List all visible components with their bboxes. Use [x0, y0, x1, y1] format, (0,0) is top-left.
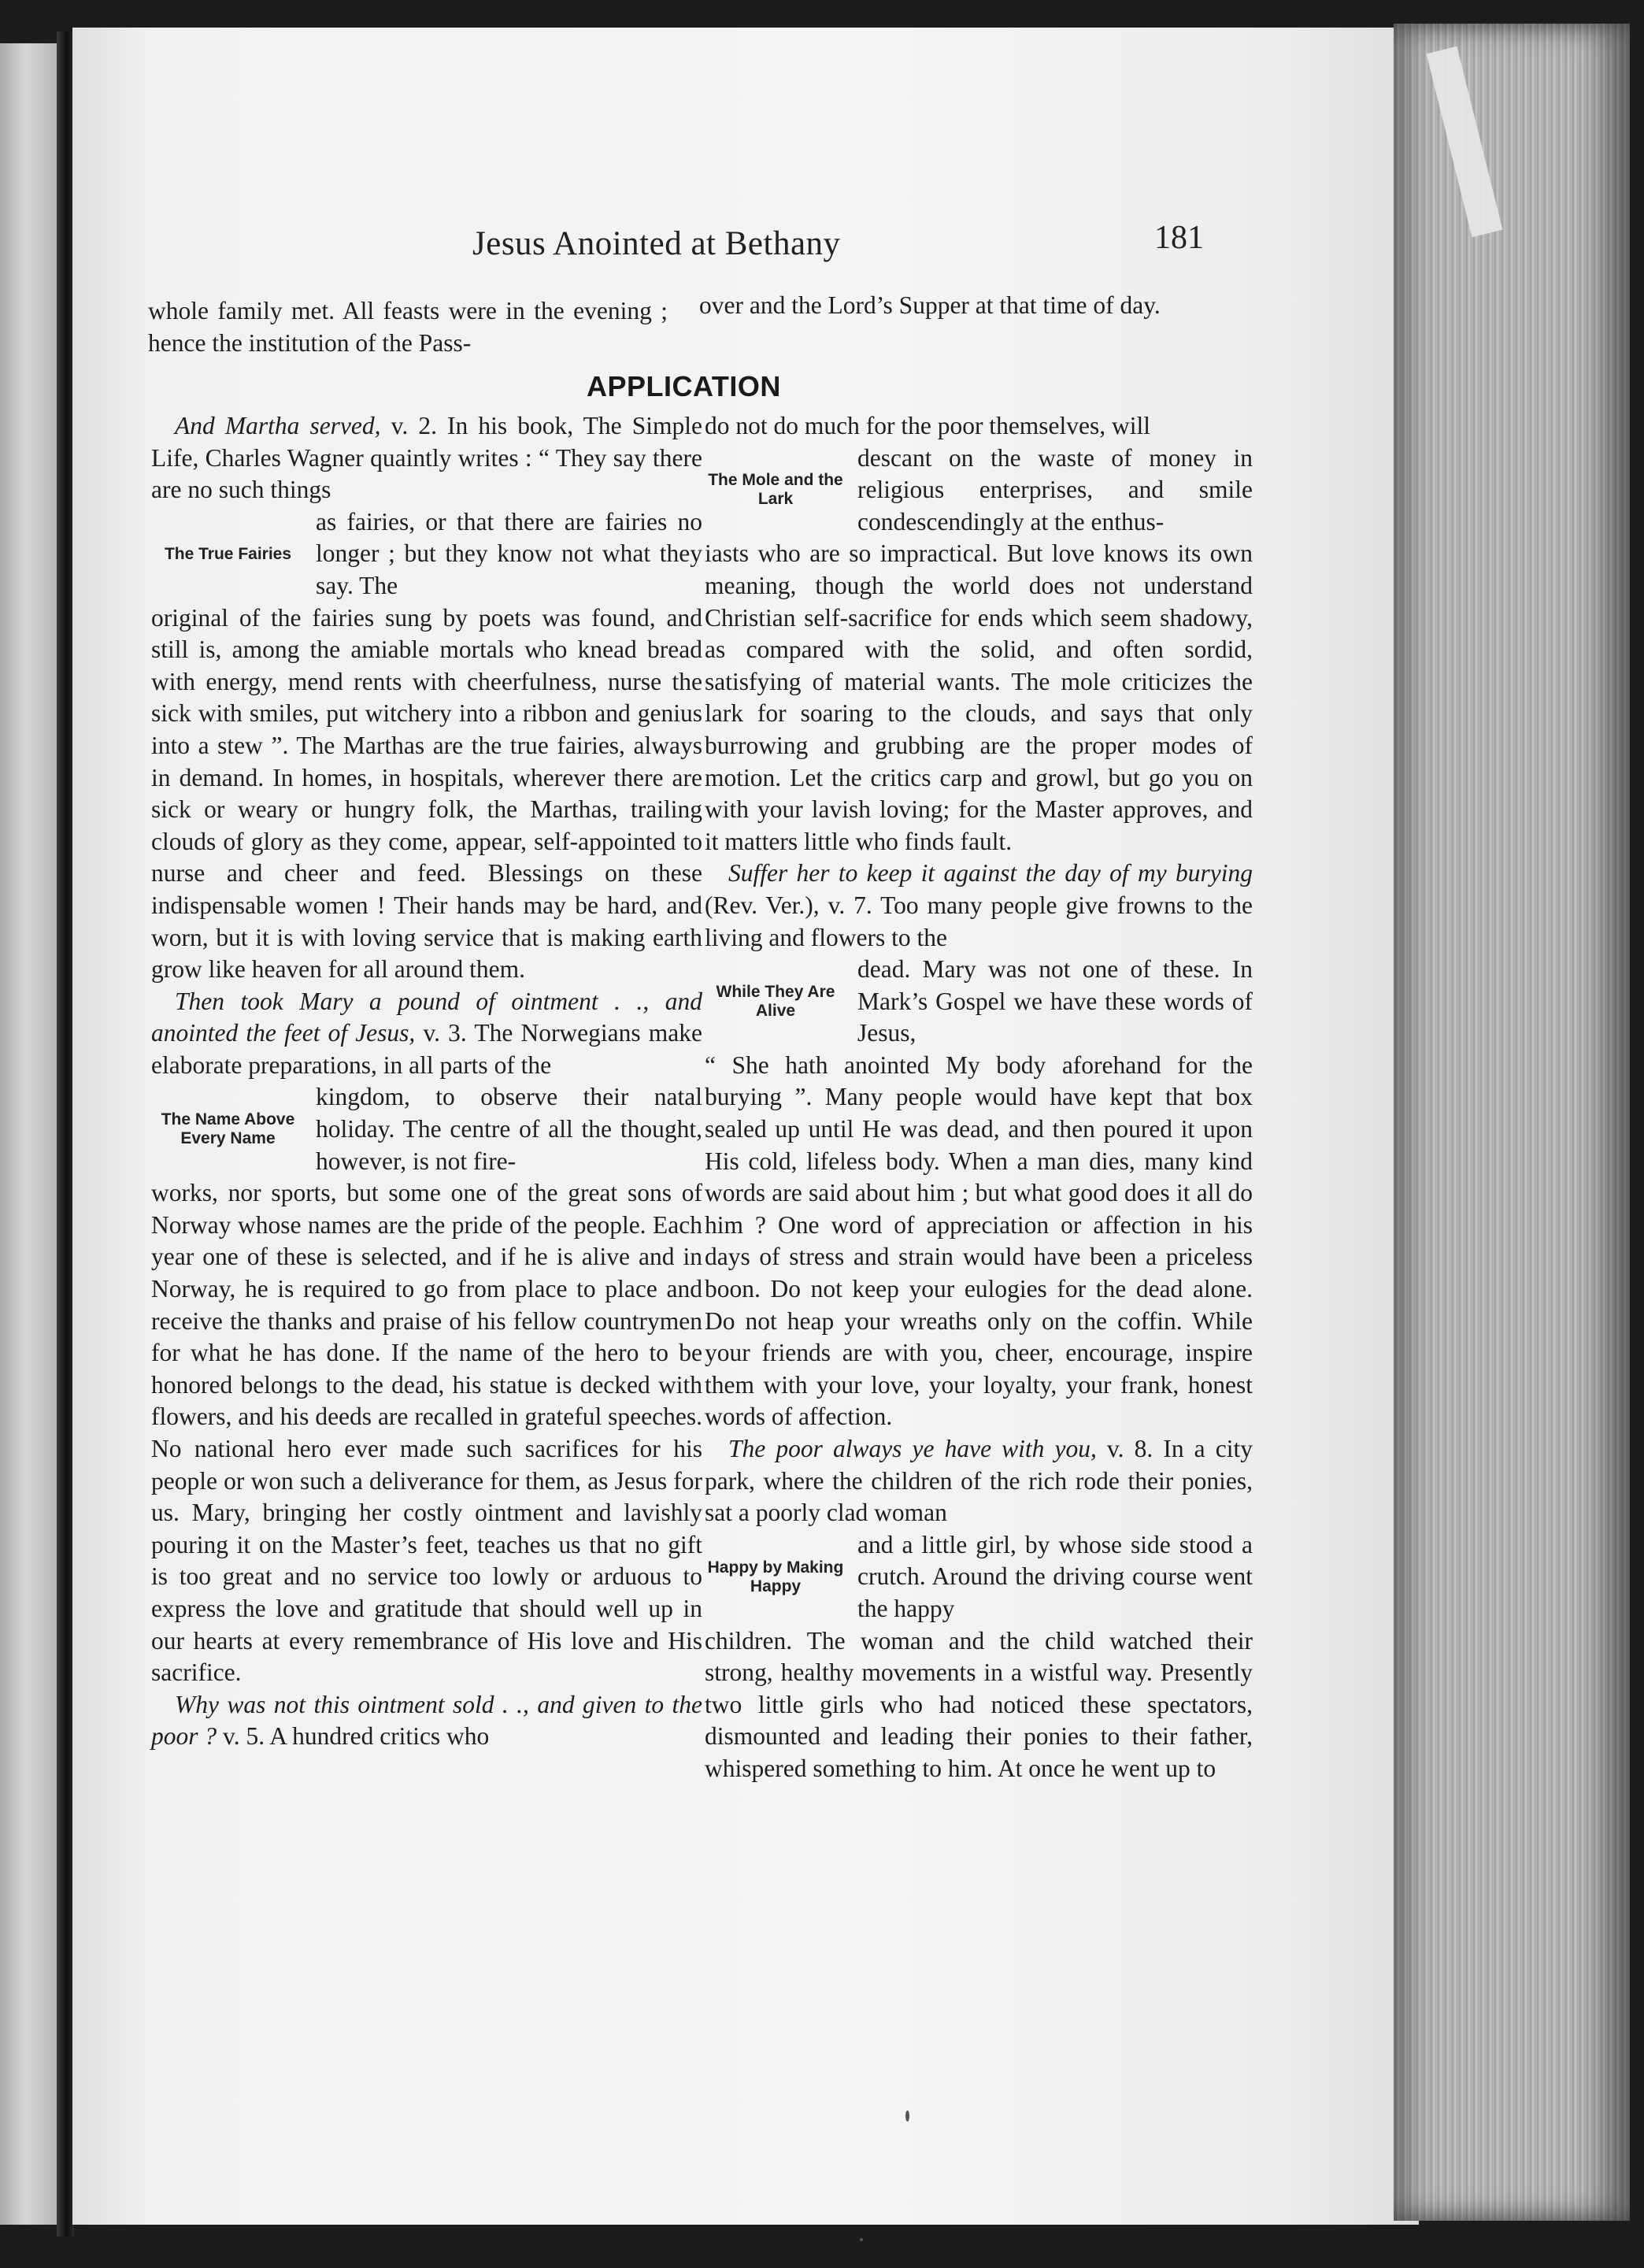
facing-page-edge: [0, 43, 57, 2225]
paragraph-text: and a little girl, by whose side stood a crutch. Around the driving course went the happy: [857, 1530, 1253, 1622]
side-note-block: [151, 506, 702, 602]
side-note: While They Are Alive: [716, 982, 835, 1020]
side-note-block: [705, 1529, 1253, 1625]
page-edges: [1394, 24, 1630, 2221]
paragraph-text: kingdom, to observe their natal holiday. The centre of all the thought, however, is not fire-: [316, 1083, 702, 1175]
continued-text-left: [148, 295, 668, 359]
side-note-block: [705, 443, 1253, 539]
paragraph-critics: [151, 1689, 702, 1753]
paragraph-text: original of the fairies sung by poets was found, and still is, among the amiable mortals who knead bread with energy, mend rents with cheerfulness, nurse the sick with smiles, put witchery into a ribbon and genius into a stew ”. The Marthas are the true fairies, always in demand. In homes, in hospitals, wherever there are sick or weary or hungry folk, the Marthas, trailing clouds of glory as they come, appear, self-appointed to nurse and cheer and feed. Blessings on these indispensable women ! Their hands may be hard, and worn, but it is with loving service that is making earth grow like heaven for all around them.: [151, 603, 702, 984]
paragraph-text: v. 8. In a city park, where the children of the rich rode their ponies, sat a poorly clad woman: [705, 1435, 1253, 1527]
paragraph-text: descant on the waste of money in religious enterprises, and smile condescendingly at the enthus-: [857, 443, 1253, 536]
continued-text-right: [699, 290, 1219, 322]
paragraph-text: do not do much for the poor themselves, will: [705, 412, 1151, 439]
paragraph-text: children. The woman and the child watched their strong, healthy movements in a wistful way. Presently two little girls who had noticed these spectators, dismounted and leading their ponies to their father, whispered something to him. At once he went up to: [705, 1626, 1253, 1782]
side-note: Happy by Making Happy: [707, 1558, 844, 1595]
paragraph-text: “ She hath anointed My body aforehand for the burying ”. Many people would have kept that box sealed up until He was dead, and then poured it upon His cold, lifeless body. When a man dies, many kind words are said about him ; but what good does it all do him ? One word of appreciation or affection in his days of stress and strain would have been a priceless boon. Do not keep your eulogies for the dead alone. Do not heap your wreaths only on the coffin. While your friends are with you, cheer, encourage, inspire them with your love, your loyalty, your frank, honest words of affection.: [705, 1051, 1253, 1431]
side-note: The Mole and the Lark: [708, 471, 843, 509]
scripture-quote: Suffer her to keep it against the day of my burying: [728, 859, 1253, 888]
section-heading: APPLICATION: [587, 370, 781, 402]
scripture-quote: Why was not this ointment sold . ., and given to the poor ?: [151, 1690, 702, 1751]
paragraph-poor: [705, 1433, 1253, 1529]
side-note-block: [705, 954, 1253, 1050]
paragraph-text: iasts who are so impractical. But love knows its own meaning, though the world does not understand Christian self-sacrifice for ends which seem shadowy, as compared with the solid, and often sordid, satisfying of material wants. The mole criticizes the lark for soaring to the clouds, and says that only burrowing and grubbing are the proper modes of motion. Let the critics carp and growl, but go you on with your lavish loving; for the Master approves, and it matters little who finds fault.: [705, 539, 1253, 855]
paragraph-text: v. 3. The Norwegians make elaborate preparations, in all parts of the: [151, 1019, 702, 1079]
running-head: Jesus Anointed at Bethany: [472, 225, 841, 262]
paragraph-burying: [705, 858, 1253, 954]
paragraph-martha: [151, 410, 702, 506]
dust-speck: [860, 2238, 863, 2241]
paragraph-text: v. 5. A hundred critics who: [217, 1722, 490, 1751]
paragraph-text: dead. Mary was not one of these. In Mark’s Gospel we have these words of Jesus,: [857, 955, 1253, 1047]
paragraph-text: v. 2. In his book, The Simple Life, Charles Wagner quaintly writes : “ They say there are no such things: [151, 412, 703, 504]
side-note: The True Fairies: [164, 544, 292, 563]
book-gutter: [57, 32, 74, 2236]
dust-speck: [905, 2110, 909, 2122]
page-number: 181: [1154, 220, 1204, 256]
paragraph: whole family met. All feasts were in the evening ; hence the institution of the Pass-: [148, 297, 668, 357]
left-column: [151, 410, 702, 1753]
scripture-quote: Then took Mary a pound of ointment . ., and anointed the feet of Jesus,: [151, 987, 702, 1047]
paragraph: over and the Lord’s Supper at that time of day.: [699, 291, 1161, 319]
paragraph-text: (Rev. Ver.), v. 7. Too many people give frowns to the living and flowers to the: [705, 891, 1253, 951]
paragraph-text: as fairies, or that there are fairies no longer ; but they know not what they say. The: [316, 507, 702, 599]
right-column: [705, 410, 1253, 1785]
scripture-quote: The poor always ye have with you,: [728, 1435, 1097, 1462]
paragraph-text: works, nor sports, but some one of the great sons of Norway whose names are the pride of the people. Each year one of these is selected, and if he is alive and in Norway, he is required to go from place to place and receive the thanks and praise of his fellow countrymen for what he has done. If the name of the hero to be honored belongs to the dead, his statue is decked with flowers, and his deeds are recalled in grateful speeches. No national hero ever made such sacrifices for his people or won such a deliverance for them, as Jesus for us. Mary, bringing her costly ointment and lavishly pouring it on the Master’s feet, teaches us that no gift is too great and no service too lowly or arduous to express the love and gratitude that should well up in our hearts at every remembrance of His love and His sacrifice.: [151, 1179, 702, 1687]
scripture-quote: And Martha served,: [175, 412, 381, 439]
side-note: The Name Above Every Name: [161, 1110, 295, 1148]
side-note-block: [151, 1081, 702, 1177]
paragraph-mary: [151, 986, 702, 1082]
